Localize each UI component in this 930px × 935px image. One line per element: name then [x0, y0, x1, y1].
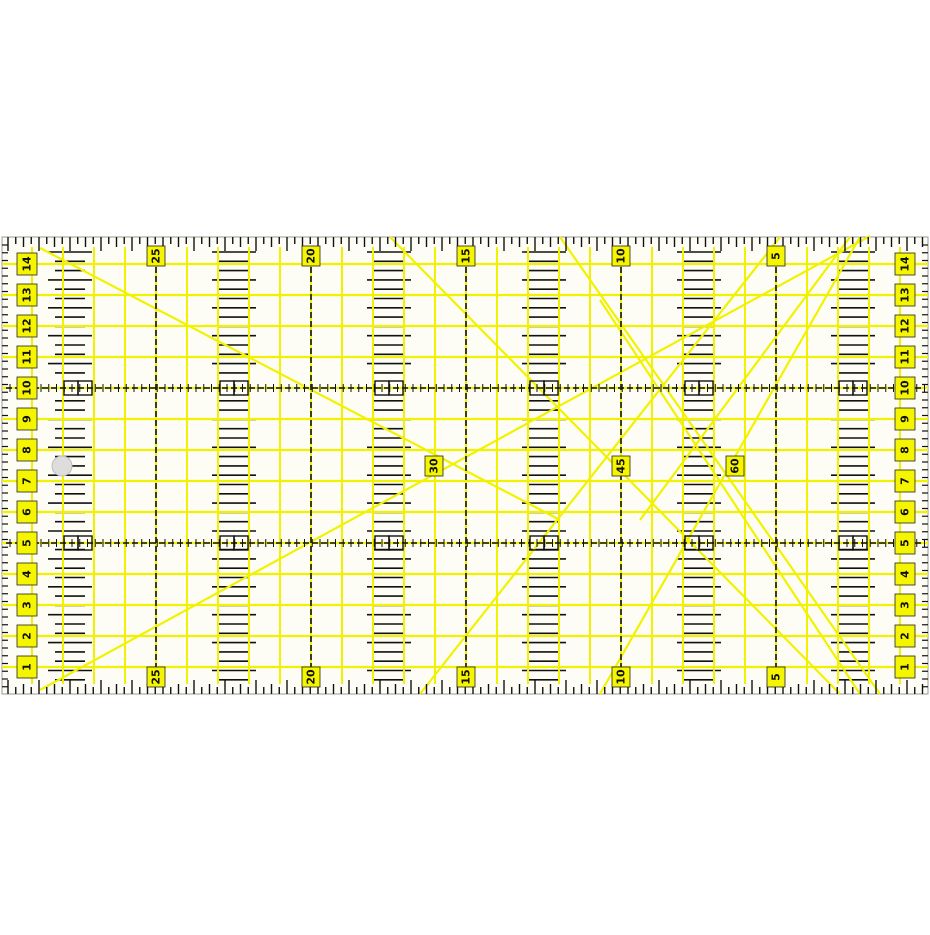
row-label-left: [17, 377, 37, 399]
row-label-left: [17, 563, 37, 585]
row-label-left-text: 2: [20, 632, 34, 640]
row-label-right: [895, 346, 915, 368]
hang-hole: [52, 456, 72, 476]
row-label-right-text: 14: [898, 256, 912, 272]
row-label-right: [895, 315, 915, 337]
row-label-right: [895, 501, 915, 523]
row-label-left: [17, 625, 37, 647]
col-label-bottom-text: 5: [769, 673, 783, 681]
col-label-top: [457, 246, 475, 266]
angle-label: [612, 456, 630, 476]
row-label-right: [895, 377, 915, 399]
col-label-top-text: 10: [614, 248, 628, 264]
angle-label-text: 45: [614, 458, 628, 474]
col-label-top-text: 5: [769, 252, 783, 260]
row-label-right-text: 2: [898, 632, 912, 640]
row-label-left-text: 1: [20, 663, 34, 671]
row-label-right: [895, 563, 915, 585]
row-label-right-text: 3: [898, 601, 912, 609]
row-label-left: [17, 346, 37, 368]
row-label-left: [17, 408, 37, 430]
row-label-left: [17, 470, 37, 492]
row-label-left-text: 8: [20, 446, 34, 454]
row-label-left-text: 5: [20, 539, 34, 547]
col-label-bottom-text: 25: [149, 669, 163, 685]
row-label-right: [895, 408, 915, 430]
row-label-right: [895, 439, 915, 461]
row-label-left: [17, 594, 37, 616]
angle-label: [726, 456, 744, 476]
row-label-right: [895, 284, 915, 306]
col-label-top: [147, 246, 165, 266]
row-label-left: [17, 656, 37, 678]
col-label-top: [767, 246, 785, 266]
row-label-left: [17, 284, 37, 306]
row-label-right-text: 10: [898, 380, 912, 396]
row-label-left: [17, 439, 37, 461]
angle-label: [425, 456, 443, 476]
row-label-left-text: 10: [20, 380, 34, 396]
row-label-right-text: 11: [898, 349, 912, 365]
row-label-right-text: 9: [898, 415, 912, 423]
col-label-bottom: [302, 667, 320, 687]
row-label-right: [895, 532, 915, 554]
col-label-bottom-text: 10: [614, 669, 628, 685]
row-label-left: [17, 501, 37, 523]
row-label-left-text: 14: [20, 256, 34, 272]
row-label-left-text: 7: [20, 477, 34, 485]
row-label-left-text: 13: [20, 287, 34, 303]
row-label-right-text: 1: [898, 663, 912, 671]
col-label-bottom-text: 15: [459, 669, 473, 685]
row-label-left-text: 3: [20, 601, 34, 609]
row-label-left: [17, 253, 37, 275]
col-label-top-text: 25: [149, 248, 163, 264]
row-label-right-text: 7: [898, 477, 912, 485]
row-label-left: [17, 532, 37, 554]
col-label-top-text: 20: [304, 248, 318, 264]
row-label-right-text: 12: [898, 318, 912, 334]
row-label-right: [895, 656, 915, 678]
col-label-top: [302, 246, 320, 266]
row-label-right-text: 8: [898, 446, 912, 454]
row-label-right-text: 4: [898, 570, 912, 578]
row-label-right: [895, 470, 915, 492]
angle-label-text: 60: [728, 458, 742, 474]
col-label-top-text: 15: [459, 248, 473, 264]
col-label-top: [612, 246, 630, 266]
col-label-bottom: [767, 667, 785, 687]
row-label-left: [17, 315, 37, 337]
col-label-bottom: [147, 667, 165, 687]
row-label-left-text: 12: [20, 318, 34, 334]
col-label-bottom: [457, 667, 475, 687]
col-label-bottom-text: 20: [304, 669, 318, 685]
row-label-left-text: 9: [20, 415, 34, 423]
angle-label-text: 30: [427, 458, 441, 474]
row-label-right: [895, 594, 915, 616]
row-label-left-text: 11: [20, 349, 34, 365]
row-label-right: [895, 253, 915, 275]
row-label-left-text: 6: [20, 508, 34, 516]
row-label-right-text: 6: [898, 508, 912, 516]
row-label-right-text: 5: [898, 539, 912, 547]
row-label-right: [895, 625, 915, 647]
row-label-left-text: 4: [20, 570, 34, 578]
row-label-right-text: 13: [898, 287, 912, 303]
col-label-bottom: [612, 667, 630, 687]
